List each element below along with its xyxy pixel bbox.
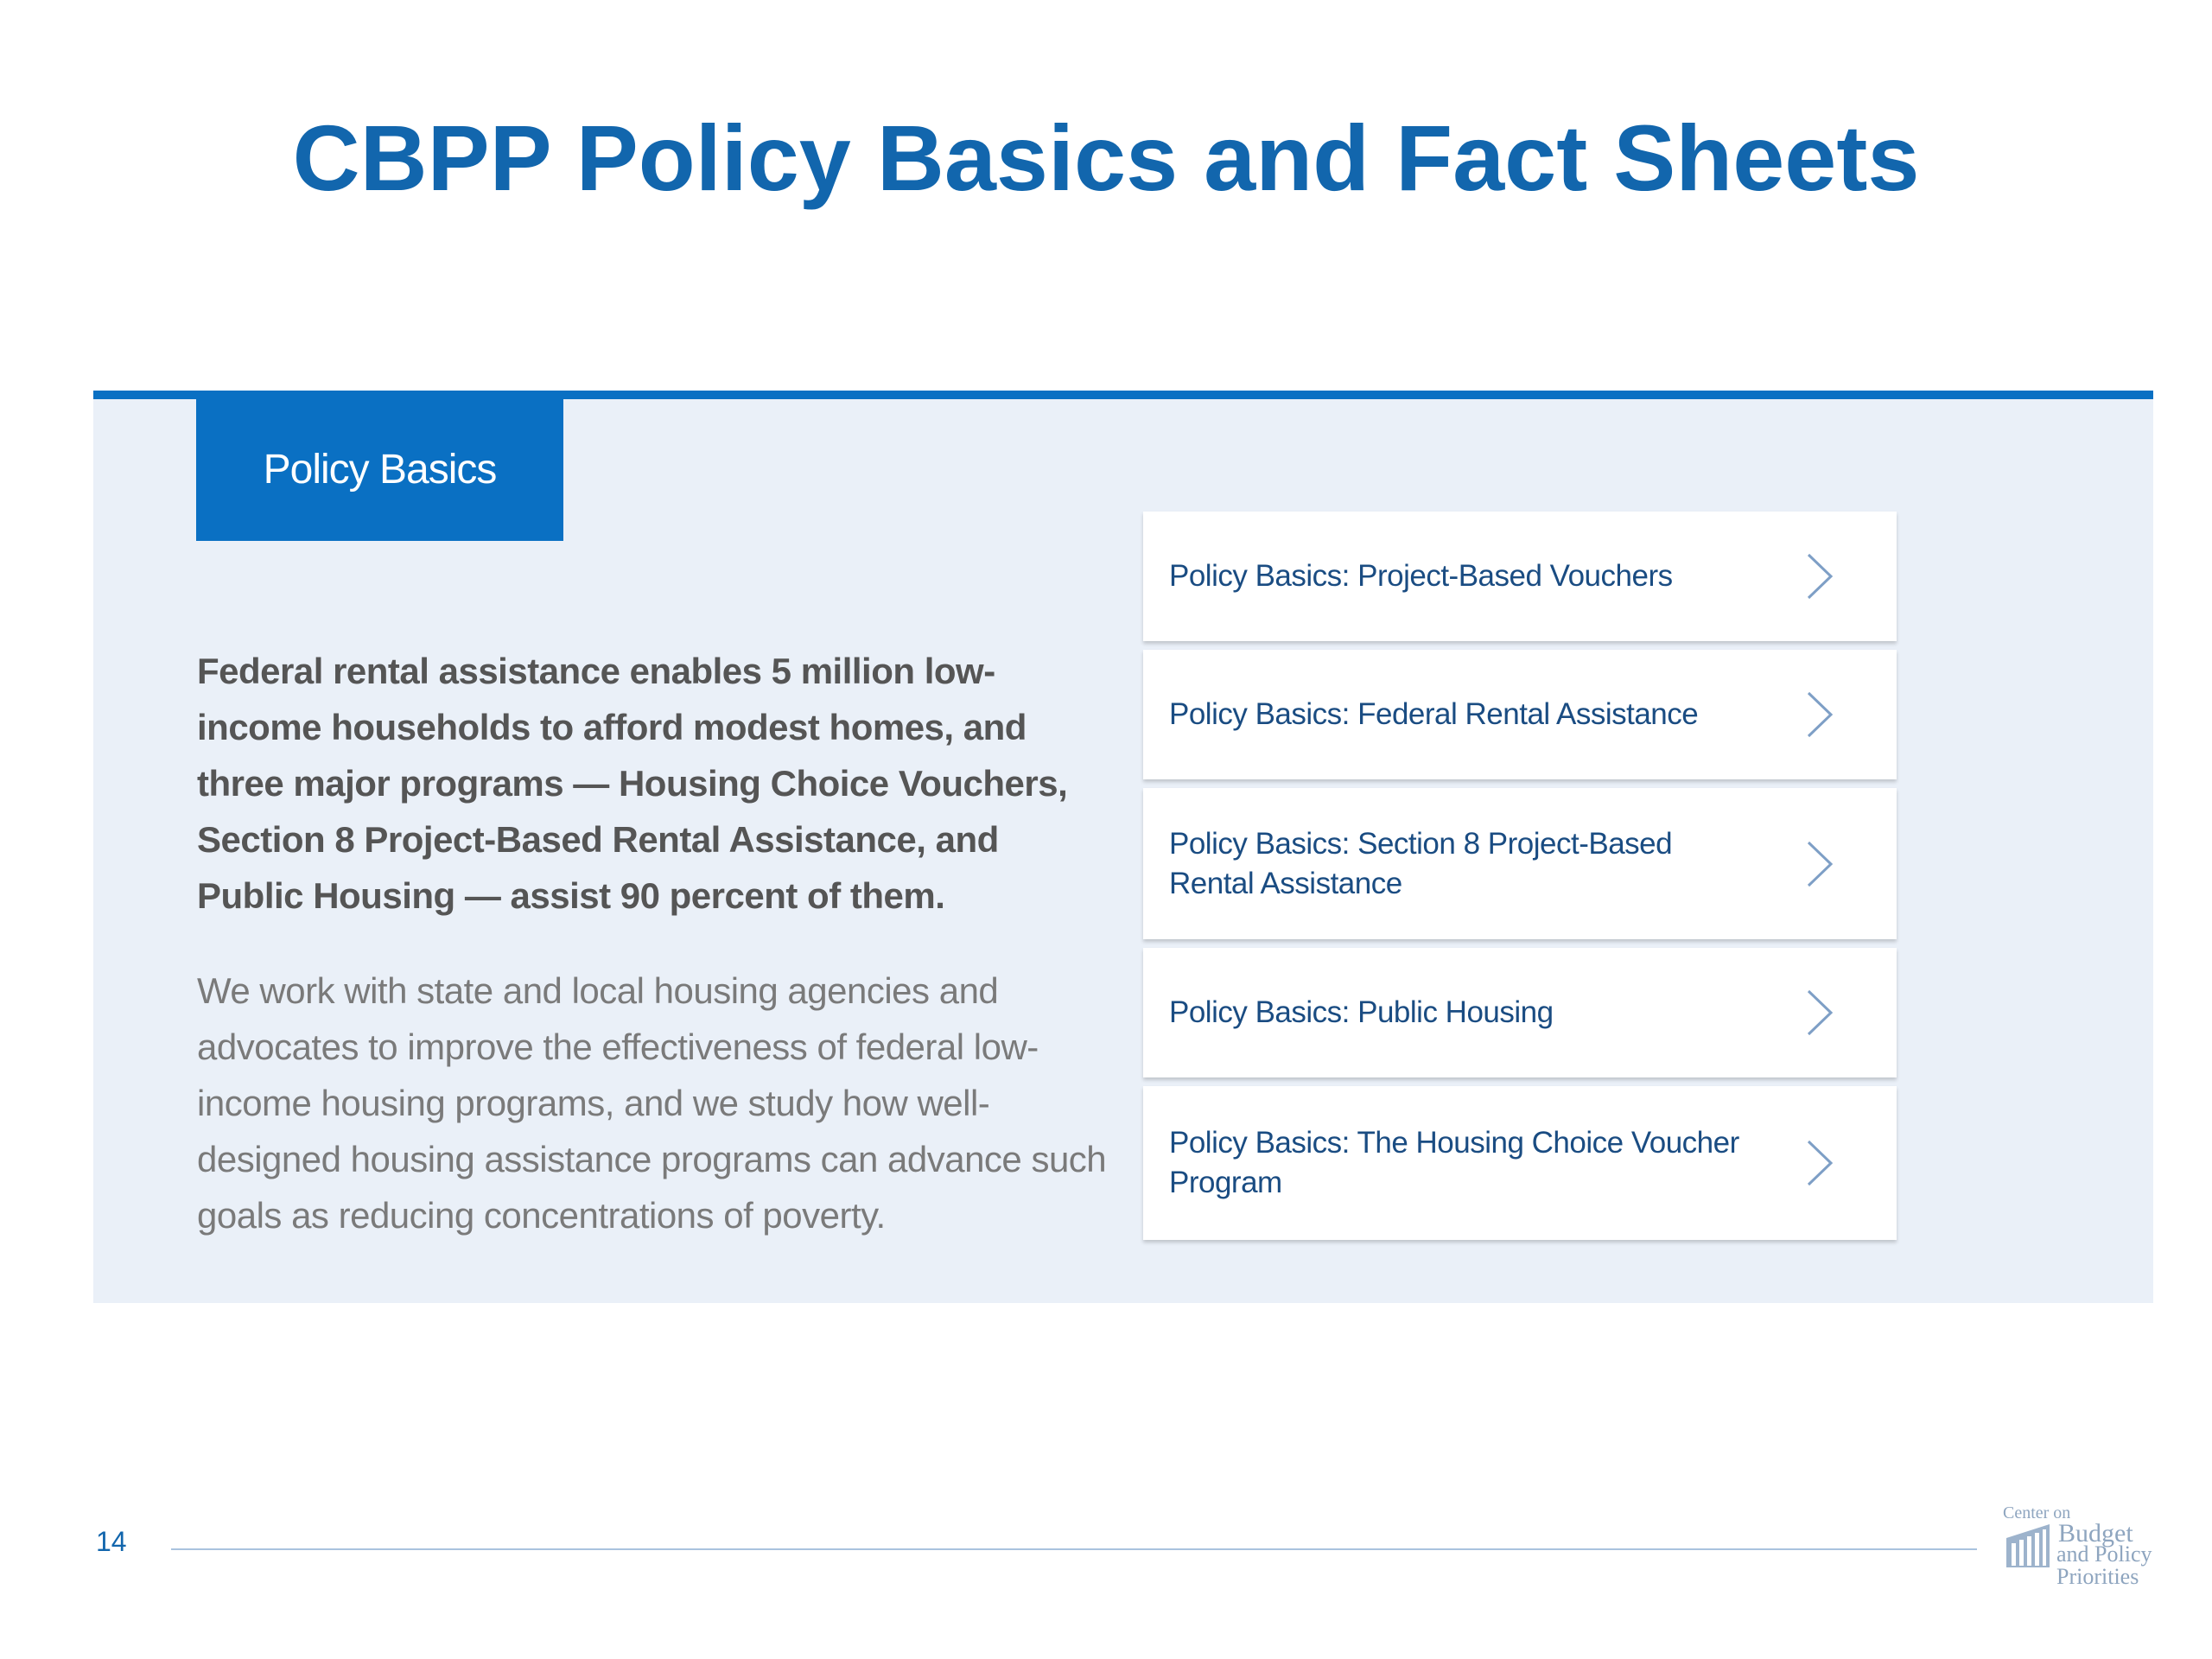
slide-title: CBPP Policy Basics and Fact Sheets <box>292 105 1920 210</box>
link-label[interactable]: Policy Basics: Federal Rental Assistance <box>1169 697 1699 731</box>
page-number: 14 <box>96 1526 127 1557</box>
link-card-public-housing[interactable] <box>1143 948 1897 1077</box>
logo-line-4: Priorities <box>2056 1564 2139 1589</box>
link-card-section-8-pbra[interactable] <box>1143 788 1897 939</box>
cbpp-logo <box>2003 1503 2150 1592</box>
logo-line-2: Budget <box>2058 1519 2133 1548</box>
footer-divider <box>171 1548 1977 1550</box>
chevron-right-icon <box>1803 690 1836 740</box>
lead-paragraph: Federal rental assistance enables 5 million low-income households to afford modest homes, and three major programs — Housing Choice Vouchers, Section 8 Project-Based Rental Assistance, and Public Housing — assist 90 percent of them. <box>197 651 1068 916</box>
chevron-right-icon <box>1803 988 1836 1038</box>
policy-basics-tab[interactable]: Policy Basics <box>196 398 563 541</box>
link-label[interactable]: Policy Basics: Section 8 Project-Based Rental Assistance <box>1169 826 1673 900</box>
chevron-right-icon <box>1803 551 1836 601</box>
link-label[interactable]: Policy Basics: The Housing Choice Voucher Program <box>1169 1126 1739 1199</box>
link-card-federal-rental-assistance[interactable] <box>1143 650 1897 779</box>
capitol-building-icon <box>2003 1521 2053 1571</box>
logo-line-1: Center on <box>2003 1503 2071 1522</box>
policy-basics-panel <box>93 391 2153 1303</box>
link-card-housing-choice-voucher[interactable] <box>1143 1086 1897 1240</box>
chevron-right-icon <box>1803 839 1836 889</box>
link-label[interactable]: Policy Basics: Project-Based Vouchers <box>1169 559 1673 593</box>
chevron-right-icon <box>1803 1138 1836 1188</box>
body-paragraph: We work with state and local housing agencies and advocates to improve the effectiveness of federal low-income housing programs, and we study how well-designed housing assistance programs can advance such goals as reducing concentrations of poverty. <box>197 970 1107 1236</box>
logo-line-3: and Policy <box>2056 1541 2152 1567</box>
link-label[interactable]: Policy Basics: Public Housing <box>1169 995 1554 1029</box>
link-card-project-based-vouchers[interactable] <box>1143 512 1897 641</box>
